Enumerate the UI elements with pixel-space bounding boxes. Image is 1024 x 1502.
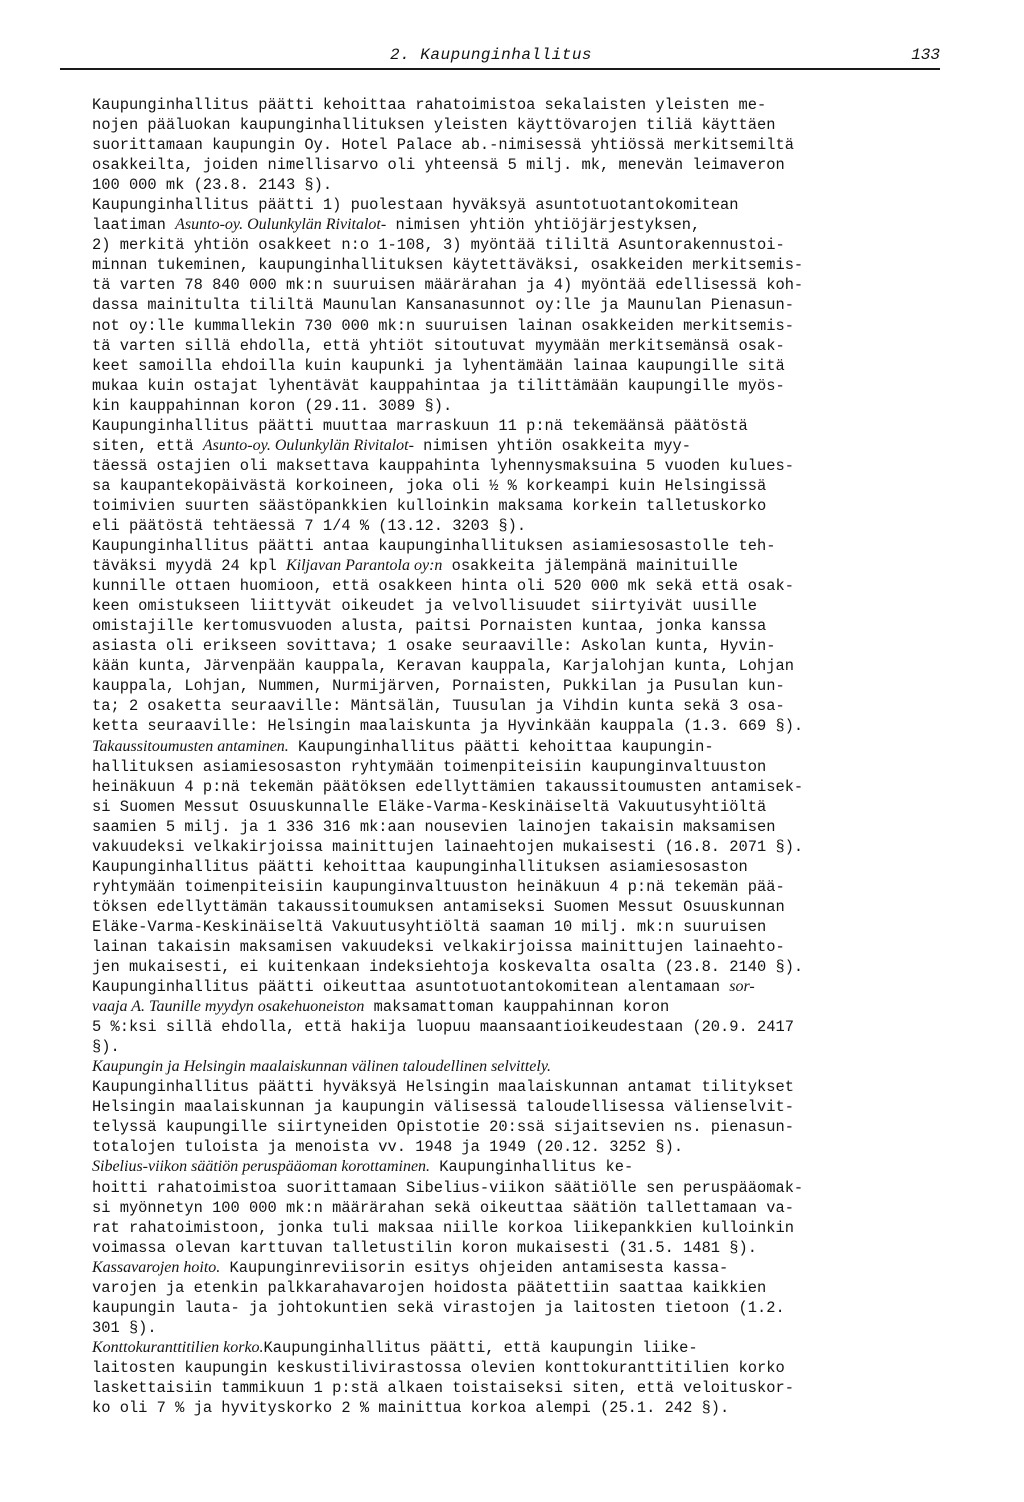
text-line bbox=[92, 1358, 952, 1378]
text-line bbox=[92, 396, 952, 416]
text-line bbox=[92, 556, 952, 576]
text-run: laitosten kaupungin keskustilivirastossa olevien konttokuranttitilien korko bbox=[92, 1358, 785, 1377]
text-line bbox=[92, 857, 952, 877]
text-line bbox=[92, 456, 952, 476]
text-run: Kaupunginhallitus päätti kehoittaa kaupungin- bbox=[288, 737, 714, 756]
text-line bbox=[92, 616, 952, 636]
text-run: kunnille ottaen huomioon, että osakkeen hinta oli 520 000 mk sekä että osak- bbox=[92, 577, 794, 596]
header-rule bbox=[60, 68, 940, 70]
text-run: kin kauppahinnan koron (29.11. 3089 §). bbox=[92, 396, 453, 415]
text-run: Kaupunginhallitus päätti antaa kaupunginhallituksen asiamiesosastolle teh- bbox=[92, 537, 776, 556]
text-run: jen mukaisesti, ei kuitenkaan indeksiehtoja koskevalta osalta (23.8. 2140 §). bbox=[92, 958, 804, 977]
text-line bbox=[92, 436, 952, 456]
text-line bbox=[92, 1157, 952, 1177]
text-run: kauppala, Lohjan, Nummen, Nurmijärven, Pornaisten, Pukkilan ja Pusulan kun- bbox=[92, 677, 785, 696]
body-text bbox=[92, 95, 952, 1418]
text-run: §). bbox=[92, 1038, 120, 1057]
text-line bbox=[92, 1097, 952, 1117]
text-run: Helsingin maalaiskunnan ja kaupungin välisessä taloudellisessa välienselvit- bbox=[92, 1098, 794, 1117]
text-line bbox=[92, 115, 952, 135]
text-line bbox=[92, 416, 952, 436]
text-line bbox=[92, 596, 952, 616]
italic-heading: Takaussitoumusten antaminen. bbox=[92, 737, 289, 755]
text-run: töksen edellyttämän takaussitoumuksen antamiseksi Suomen Messut Osuuskunnan bbox=[92, 897, 785, 916]
text-line bbox=[92, 737, 952, 757]
text-line bbox=[92, 1398, 952, 1418]
text-run: si myönnetyn 100 000 mk:n määrärahan sekä oikeuttaa säätiön tallettamaan va- bbox=[92, 1198, 794, 1217]
text-run: saamien 5 milj. ja 1 336 316 mk:aan nousevien lainojen takaisin maksamisen bbox=[92, 817, 776, 836]
text-line bbox=[92, 516, 952, 536]
text-run: Kaupunginhallitus päätti kehoittaa kaupunginhallituksen asiamiesosaston bbox=[92, 857, 748, 876]
text-run: Kaupunginhallitus päätti, että kaupungin liike- bbox=[263, 1338, 698, 1357]
text-line bbox=[92, 897, 952, 917]
text-line bbox=[92, 837, 952, 857]
text-line bbox=[92, 977, 952, 997]
text-run: hoitti rahatoimistoa suorittamaan Sibelius-viikon säätiölle sen peruspääomak- bbox=[92, 1178, 804, 1197]
text-run: maksamattoman kauppahinnan koron bbox=[364, 998, 670, 1017]
page-header bbox=[60, 46, 940, 72]
text-run: varojen ja etenkin palkkarahavarojen hoidosta päätettiin saattaa kaikkien bbox=[92, 1278, 767, 1297]
text-line bbox=[92, 476, 952, 496]
text-line bbox=[92, 1238, 952, 1258]
text-line bbox=[92, 356, 952, 376]
text-run: ta; 2 osaketta seuraaville: Mäntsälän, Tuusulan ja Vihdin kunta sekä 3 osa- bbox=[92, 697, 785, 716]
text-run: lainan takaisin maksamisen vakuudeksi velkakirjoissa mainittujen lainaehto- bbox=[92, 937, 785, 956]
text-run: Kaupunginhallitus päätti muuttaa marraskuun 11 p:nä tekemäänsä päätöstä bbox=[92, 416, 748, 435]
text-run: osakkeilta, joiden nimellisarvo oli yhteensä 5 milj. mk, menevän leimaveron bbox=[92, 156, 785, 175]
text-run: sa kaupantekopäivästä korkoineen, joka oli ½ % korkeampi kuin Helsingissä bbox=[92, 476, 767, 495]
text-run: omistajille kertomusvuoden alusta, paitsi Pornaisten kuntaa, jonka kanssa bbox=[92, 617, 767, 636]
text-line bbox=[92, 215, 952, 235]
text-line bbox=[92, 676, 952, 696]
text-run: Kaupunginreviisorin esitys ohjeiden antamisesta kassa- bbox=[220, 1258, 729, 1277]
italic-heading: Kaupungin ja Helsingin maalaiskunnan välinen taloudellinen selvittely. bbox=[92, 1058, 552, 1076]
text-run: Eläke-Varma-Keskinäiseltä Vakuutusyhtiöltä saaman 10 milj. mk:n suuruisen bbox=[92, 917, 767, 936]
text-run: tä varten 78 840 000 mk:n suuruisen määrärahan ja 4) myöntää edellisessä koh- bbox=[92, 276, 804, 295]
italic-heading: Sibelius-viikon säätiön peruspääoman korottaminen. bbox=[92, 1158, 431, 1176]
text-run: mukaa kuin ostajat lyhentävät kauppahintaa ja tilittämään kaupungille myös- bbox=[92, 376, 785, 395]
text-run: osakkeita jälempänä mainituille bbox=[442, 557, 738, 576]
text-line bbox=[92, 1117, 952, 1137]
text-line bbox=[92, 1218, 952, 1238]
italic-heading: Kiljavan Parantola oy:n bbox=[285, 557, 443, 575]
text-line bbox=[92, 997, 952, 1017]
text-run: 5 %:ksi sillä ehdolla, että hakija luopuu maansaantioikeudestaan (20.9. 2417 bbox=[92, 1018, 794, 1037]
text-line bbox=[92, 295, 952, 315]
text-run: ryhtymään toimenpiteisiin kaupunginvaltuuston heinäkuun 4 p:nä tekemän pää- bbox=[92, 877, 785, 896]
text-run: nojen pääluokan kaupunginhallituksen yleisten käyttövarojen tiliä käyttäen bbox=[92, 116, 776, 135]
text-run: keet samoilla ehdoilla kuin kaupunki ja lyhentämään lainaa kaupungille sitä bbox=[92, 356, 785, 375]
text-run: telyssä kaupungille siirtyneiden Opistotie 20:ssä sijaitsevien ns. pienasun- bbox=[92, 1118, 794, 1137]
text-line bbox=[92, 757, 952, 777]
text-line bbox=[92, 235, 952, 255]
text-line bbox=[92, 1278, 952, 1298]
text-run: hallituksen asiamiesosaston ryhtymään toimenpiteisiin kaupunginvaltuuston bbox=[92, 757, 767, 776]
text-line bbox=[92, 195, 952, 215]
text-run: Kaupunginhallitus päätti hyväksyä Helsingin maalaiskunnan antamat tilitykset bbox=[92, 1078, 794, 1097]
text-run: täessä ostajien oli maksettava kauppahinta lyhennysmaksuina 5 vuoden kulues- bbox=[92, 456, 794, 475]
text-line bbox=[92, 1198, 952, 1218]
text-line bbox=[92, 797, 952, 817]
italic-heading: Asunto-oy. Oulunkylän Rivitalot- bbox=[202, 436, 414, 454]
italic-heading: Asunto-oy. Oulunkylän Rivitalot- bbox=[175, 216, 387, 234]
text-line bbox=[92, 1298, 952, 1318]
text-line bbox=[92, 95, 952, 115]
italic-heading: sor- bbox=[729, 978, 755, 996]
text-run: heinäkuun 4 p:nä tekemän päätöksen edellyttämien takaussitoumusten antamisek- bbox=[92, 777, 804, 796]
text-run: kaupungin lauta- ja johtokuntien sekä virastojen ja laitosten tietoon (1.2. bbox=[92, 1298, 785, 1317]
text-run: täväksi myydä 24 kpl bbox=[92, 557, 286, 576]
text-line bbox=[92, 817, 952, 837]
text-line bbox=[92, 937, 952, 957]
text-line bbox=[92, 336, 952, 356]
text-run: toimivien suurten säästöpankkien kulloinkin maksama korkein talletuskorko bbox=[92, 496, 767, 515]
text-run: laskettaisiin tammikuun 1 p:stä alkaen toistaiseksi siten, että veloituskor- bbox=[92, 1379, 794, 1397]
text-run: eli päätöstä tehtäessä 7 1/4 % (13.12. 3203 §). bbox=[92, 516, 527, 535]
text-run: laatiman bbox=[92, 216, 176, 235]
text-run: keen omistukseen liittyvät oikeudet ja velvollisuudet siirtyivät uusille bbox=[92, 597, 757, 616]
text-run: ketta seuraaville: Helsingin maalaiskunta ja Hyvinkään kauppala (1.3. 669 §). bbox=[92, 717, 804, 736]
text-line bbox=[92, 1137, 952, 1157]
text-run: Kaupunginhallitus päätti 1) puolestaan hyväksyä asuntotuotantokomitean bbox=[92, 196, 739, 215]
text-line bbox=[92, 1178, 952, 1198]
page-number: 133 bbox=[911, 46, 940, 64]
text-run: Kaupunginhallitus päätti oikeuttaa asuntotuotantokomitean alentamaan bbox=[92, 978, 730, 997]
text-run: totalojen tuloista ja menoista vv. 1948 ja 1949 (20.12. 3252 §). bbox=[92, 1138, 684, 1157]
text-run: voimassa olevan karttuvan talletustilin koron mukaisesti (31.5. 1481 §). bbox=[92, 1238, 757, 1257]
text-run: suorittamaan kaupungin Oy. Hotel Palace ab.-nimisessä yhtiössä merkitsemiltä bbox=[92, 136, 794, 155]
text-line bbox=[92, 917, 952, 937]
italic-heading: Konttokuranttitilien korko. bbox=[92, 1338, 264, 1356]
text-line bbox=[92, 636, 952, 656]
text-line bbox=[92, 175, 952, 195]
text-run: 100 000 mk (23.8. 2143 §). bbox=[92, 176, 333, 195]
text-run: siten, että bbox=[92, 436, 203, 455]
text-run: rat rahatoimistoon, jonka tuli maksaa niille korkoa liikepankkien kulloinkin bbox=[92, 1218, 794, 1237]
text-line bbox=[92, 957, 952, 977]
text-line bbox=[92, 275, 952, 295]
text-run: Kaupunginhallitus päätti kehoittaa rahatoimistoa sekalaisten yleisten me- bbox=[92, 96, 767, 114]
text-line bbox=[92, 1017, 952, 1037]
italic-heading: Kassavarojen hoito. bbox=[92, 1258, 221, 1276]
text-run: nimisen yhtiön osakkeita myy- bbox=[413, 436, 691, 455]
text-line bbox=[92, 576, 952, 596]
text-run: 2) merkitä yhtiön osakkeet n:o 1-108, 3) myöntää tililtä Asuntorakennustoi- bbox=[92, 236, 785, 255]
text-run: dassa mainitulta tililtä Maunulan Kansanasunnot oy:lle ja Maunulan Pienasun- bbox=[92, 296, 794, 315]
text-line bbox=[92, 1077, 952, 1097]
text-run: vakuudeksi velkakirjoissa mainittujen lainaehtojen mukaisesti (16.8. 2071 §). bbox=[92, 837, 804, 856]
text-line bbox=[92, 877, 952, 897]
text-line bbox=[92, 1057, 952, 1077]
text-line bbox=[92, 1258, 952, 1278]
text-run: ko oli 7 % ja hyvityskorko 2 % mainittua korkoa alempi (25.1. 242 §). bbox=[92, 1399, 730, 1418]
text-line bbox=[92, 777, 952, 797]
text-line bbox=[92, 155, 952, 175]
text-line bbox=[92, 696, 952, 716]
text-line bbox=[92, 536, 952, 556]
text-line bbox=[92, 135, 952, 155]
text-run: tä varten sillä ehdolla, että yhtiöt sitoutuvat myymään merkitsemänsä osak- bbox=[92, 336, 785, 355]
text-line bbox=[92, 1318, 952, 1338]
text-run: nimisen yhtiön yhtiöjärjestyksen, bbox=[386, 216, 701, 235]
italic-heading: vaaja A. Taunille myydyn osakehuoneiston bbox=[92, 998, 365, 1016]
text-line bbox=[92, 496, 952, 516]
section-title: 2. Kaupunginhallitus bbox=[390, 46, 593, 64]
text-run: minnan tukeminen, kaupunginhallituksen käytettäväksi, osakkeiden merkitsemis- bbox=[92, 256, 804, 275]
text-line bbox=[92, 656, 952, 676]
text-run: kään kunta, Järvenpään kauppala, Keravan kauppala, Karjalohjan kunta, Lohjan bbox=[92, 657, 794, 676]
text-run: asiasta oli erikseen sovittava; 1 osake seuraaville: Askolan kunta, Hyvin- bbox=[92, 637, 776, 656]
text-line bbox=[92, 255, 952, 275]
text-run: si Suomen Messut Osuuskunnalle Eläke-Varma-Keskinäiseltä Vakuutusyhtiöltä bbox=[92, 797, 767, 816]
text-line bbox=[92, 1378, 952, 1398]
text-line bbox=[92, 1037, 952, 1057]
text-run: Kaupunginhallitus ke- bbox=[430, 1158, 634, 1177]
text-line bbox=[92, 376, 952, 396]
text-run: not oy:lle kummallekin 730 000 mk:n suuruisen lainan osakkeiden merkitsemis- bbox=[92, 316, 794, 335]
text-line bbox=[92, 316, 952, 336]
text-run: 301 §). bbox=[92, 1318, 157, 1337]
text-line bbox=[92, 716, 952, 736]
text-line bbox=[92, 1338, 952, 1358]
